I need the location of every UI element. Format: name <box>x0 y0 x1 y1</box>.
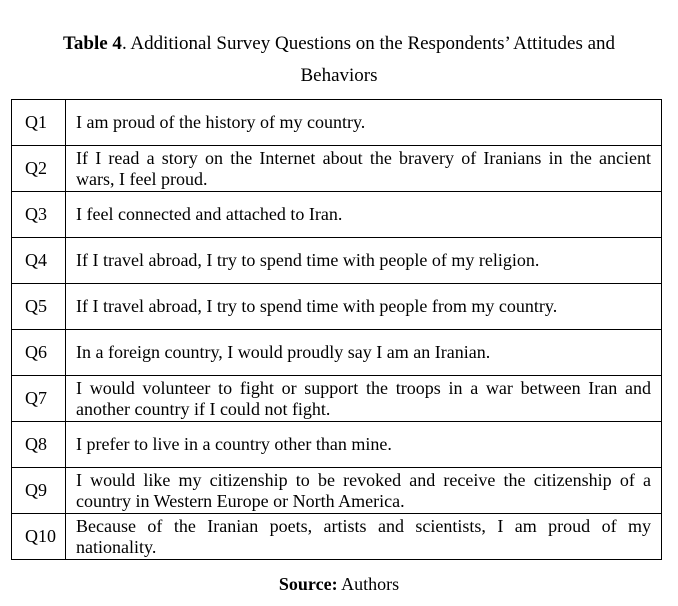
source-value: Authors <box>341 574 400 594</box>
question-id: Q2 <box>12 146 66 192</box>
question-text: I feel connected and attached to Iran. <box>66 192 662 238</box>
question-text: I am proud of the history of my country. <box>66 100 662 146</box>
survey-questions-table <box>11 99 662 560</box>
caption-title: . Additional Survey Questions on the Respondents’ Attitudes and <box>121 33 616 54</box>
table-row <box>12 192 662 238</box>
table-row <box>12 238 662 284</box>
question-id: Q4 <box>12 238 66 284</box>
question-text: In a foreign country, I would proudly say I am an Iranian. <box>66 330 662 376</box>
question-text: I prefer to live in a country other than mine. <box>66 422 662 468</box>
table-row <box>12 422 662 468</box>
question-id: Q3 <box>12 192 66 238</box>
question-id: Q8 <box>12 422 66 468</box>
table-row <box>12 146 662 192</box>
question-text: If I travel abroad, I try to spend time with people from my country. <box>66 284 662 330</box>
table-row <box>12 468 662 514</box>
question-text: If I read a story on the Internet about the bravery of Iranians in the ancient wars, I feel proud. <box>66 146 662 192</box>
table-row <box>12 330 662 376</box>
question-id: Q1 <box>12 100 66 146</box>
table-row <box>12 514 662 560</box>
caption-title-continued: Behaviors <box>300 65 378 86</box>
source-label: Source: <box>278 574 338 594</box>
caption-label: Table 4 <box>62 33 122 54</box>
question-text: Because of the Iranian poets, artists and scientists, I am proud of my nationality. <box>66 514 662 560</box>
question-id: Q9 <box>12 468 66 514</box>
question-id: Q6 <box>12 330 66 376</box>
question-id: Q7 <box>12 376 66 422</box>
question-text: I would like my citizenship to be revoked and receive the citizenship of a country in Western Europe or North America. <box>66 468 662 514</box>
question-id: Q5 <box>12 284 66 330</box>
caption-line-1 <box>0 28 678 60</box>
table-row <box>12 100 662 146</box>
question-text: If I travel abroad, I try to spend time with people of my religion. <box>66 238 662 284</box>
table-caption <box>0 28 678 92</box>
source-note <box>0 572 678 596</box>
table-row <box>12 376 662 422</box>
table-row <box>12 284 662 330</box>
question-text: I would volunteer to fight or support the troops in a war between Iran and another country if I could not fight. <box>66 376 662 422</box>
question-id: Q10 <box>12 514 66 560</box>
